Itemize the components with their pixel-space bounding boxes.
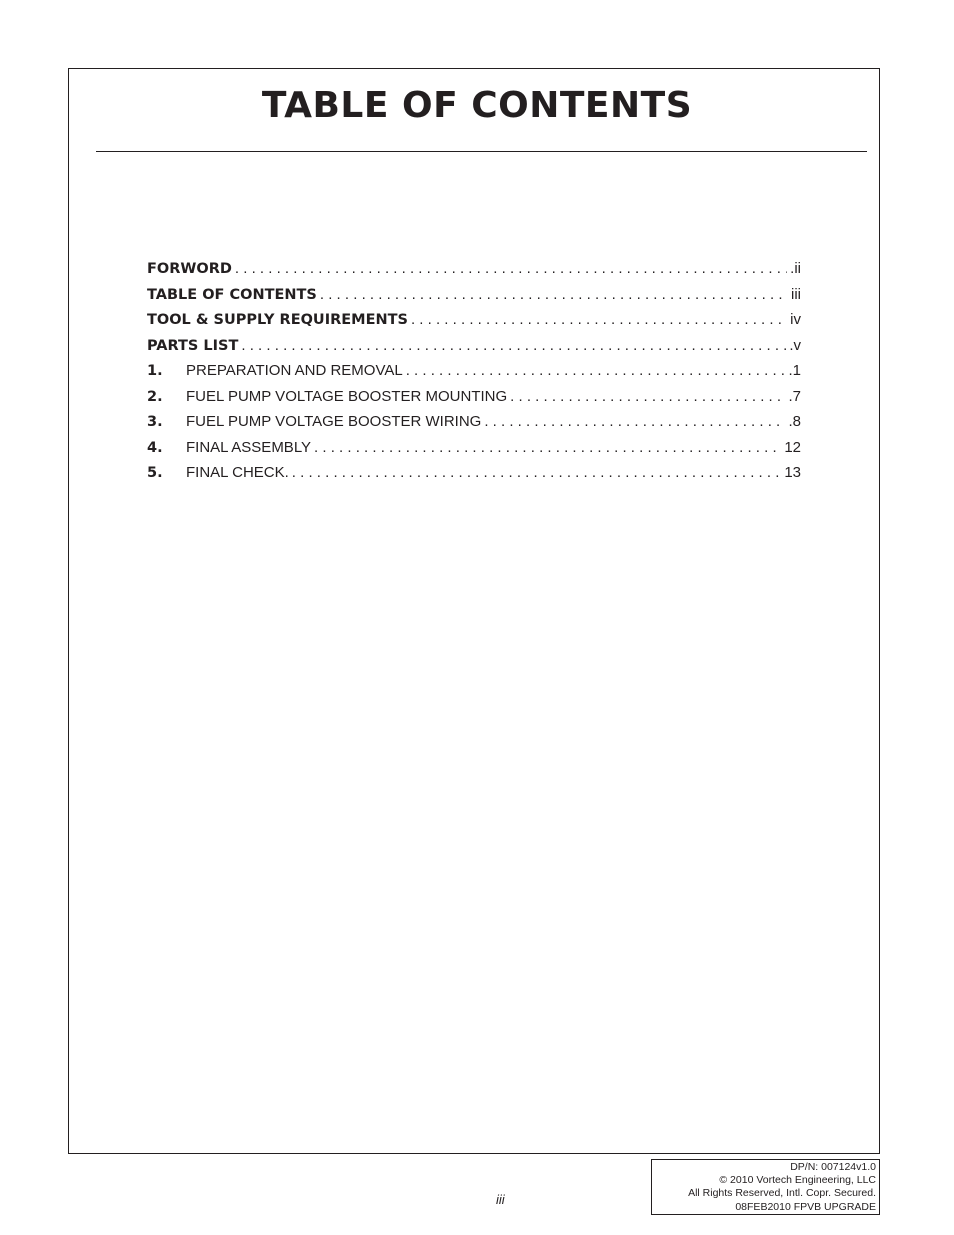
- toc-entry-number: 5.: [147, 465, 163, 481]
- toc-entry-label: TABLE OF CONTENTS: [147, 286, 317, 303]
- toc-entry-label: TOOL & SUPPLY REQUIREMENTS: [147, 312, 408, 328]
- toc-entry-number: 3.: [147, 414, 163, 430]
- toc-entry-label: FINAL CHECK.: [186, 464, 289, 481]
- footer-page-number: iii: [496, 1192, 505, 1207]
- doc-revision: 08FEB2010 FPVB UPGRADE: [735, 1200, 876, 1213]
- toc-entry-number: 2.: [147, 388, 163, 405]
- page-frame: [68, 68, 880, 1154]
- toc-entry-parts-list[interactable]: [147, 337, 801, 363]
- toc-entry-label: PREPARATION AND REMOVAL: [186, 362, 403, 379]
- toc-dot-leader: [241, 337, 786, 354]
- toc-entry-label: FINAL ASSEMBLY: [186, 438, 312, 456]
- table-of-contents-list: [147, 260, 801, 490]
- toc-dot-leader: [292, 464, 782, 481]
- page-title: TABLE OF CONTENTS: [261, 85, 693, 126]
- toc-dot-leader: [510, 388, 785, 405]
- toc-entry-tool-supply-requirements[interactable]: [147, 311, 801, 337]
- doc-part-number: DP/N: 007124v1.0: [790, 1161, 876, 1173]
- doc-rights: All Rights Reserved, Intl. Copr. Secured.: [688, 1187, 876, 1200]
- toc-entry-page: 12: [784, 438, 801, 456]
- toc-entry-page: .7: [788, 387, 801, 405]
- toc-dot-leader: [406, 362, 786, 379]
- toc-entry-number: 1.: [147, 363, 163, 379]
- toc-entry-label: PARTS LIST: [147, 337, 239, 354]
- toc-entry-label: FUEL PUMP VOLTAGE BOOSTER WIRING: [186, 413, 482, 430]
- toc-entry-page: iv: [790, 311, 801, 328]
- toc-entry-page: .8: [788, 413, 801, 430]
- toc-entry-preparation-and-removal[interactable]: [147, 362, 801, 388]
- toc-entry-forword[interactable]: [147, 260, 801, 286]
- toc-entry-page: .v: [789, 336, 801, 354]
- toc-dot-leader: [314, 439, 781, 456]
- toc-entry-final-check[interactable]: [147, 464, 801, 490]
- toc-dot-leader: [484, 413, 785, 430]
- toc-dot-leader: [235, 260, 787, 277]
- toc-entry-page: iii: [791, 285, 801, 303]
- toc-entry-final-assembly[interactable]: [147, 439, 801, 465]
- title-divider: [96, 151, 867, 152]
- toc-entry-table-of-contents[interactable]: [147, 286, 801, 312]
- toc-entry-page: 13: [784, 464, 801, 481]
- toc-entry-number: 4.: [147, 439, 163, 456]
- toc-dot-leader: [320, 286, 788, 303]
- toc-dot-leader: [411, 311, 787, 328]
- toc-entry-label: FUEL PUMP VOLTAGE BOOSTER MOUNTING: [186, 387, 508, 405]
- doc-copyright: © 2010 Vortech Engineering, LLC: [719, 1174, 876, 1187]
- toc-entry-booster-wiring[interactable]: [147, 413, 801, 439]
- toc-entry-booster-mounting[interactable]: [147, 388, 801, 414]
- toc-entry-page: .1: [788, 362, 801, 379]
- toc-entry-label: FORWORD: [147, 261, 232, 277]
- toc-entry-page: .ii: [790, 260, 801, 277]
- document-info-box: [651, 1159, 880, 1215]
